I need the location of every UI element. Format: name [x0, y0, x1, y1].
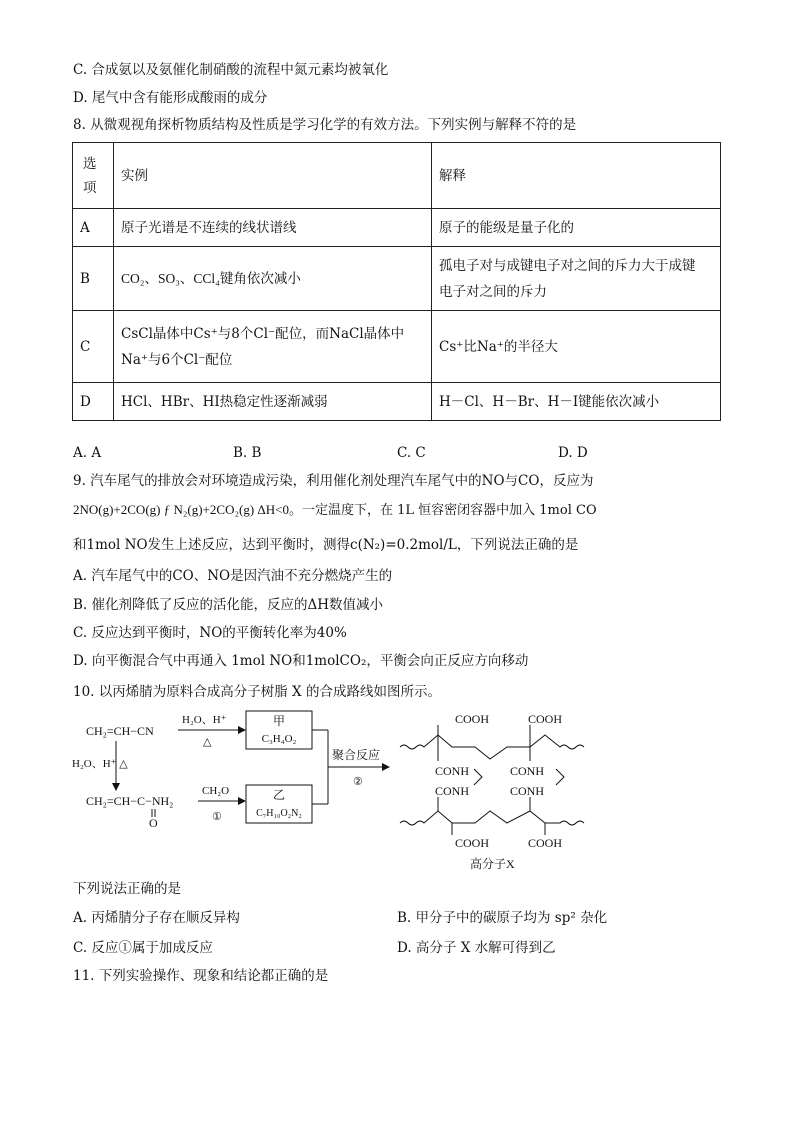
row-example: HCl、HBr、HI热稳定性逐渐减弱 [114, 383, 432, 421]
row-explain: 原子的能级是量子化的 [432, 209, 721, 247]
row-example [114, 311, 432, 383]
acrylonitrile-formula: CH₂=CH−CN [86, 724, 154, 738]
header-example [114, 143, 432, 209]
row-key: A [73, 209, 114, 247]
acrylamide-formula: CH₂=CH−C−NH₂ [86, 794, 174, 808]
q9-option-b: B. 催化剂降低了反应的活化能，反应的ΔH数值减小 [73, 597, 384, 613]
step-1-marker: ① [212, 811, 222, 823]
table-row [73, 311, 721, 383]
table-row [73, 209, 721, 247]
q9-option-a: A. 汽车尾气中的CO、NO是因汽油不充分燃烧产生的 [73, 568, 393, 584]
row-key: D [73, 383, 114, 421]
q7-option-c: C. 合成氨以及氨催化制硝酸的流程中氮元素均被氧化 [73, 62, 389, 78]
row-key: B [73, 247, 114, 311]
cooh-label: COOH [455, 712, 490, 726]
cooh-label: COOH [528, 712, 563, 726]
polymer-x-caption: 高分子X [470, 857, 515, 871]
step-2-marker: ② [353, 776, 363, 788]
q8-option-a: A. A [73, 445, 102, 461]
jia-label: 甲 [272, 714, 286, 728]
row-key: C [73, 311, 114, 383]
header-explain [432, 143, 721, 209]
header-explain-label: 解释 [439, 167, 466, 184]
cooh-label: COOH [528, 836, 563, 850]
q9-stem-line1: 9. 汽车尾气的排放会对环境造成污染，利用催化剂处理汽车尾气中的NO与CO，反应为 [73, 473, 594, 489]
row-explain-line2: 电子对之间的斥力 [439, 283, 547, 300]
row-example-line1: CsCl晶体中Cs⁺与8个Cl⁻配位，而NaCl晶体中 [121, 325, 405, 342]
arrowhead-icon [238, 797, 246, 805]
q7-option-d: D. 尾气中含有能形成酸雨的成分 [73, 90, 268, 106]
q9-stem-line2-tail: 。一定温度下，在 1L 恒容密闭容器中加入 1mol CO [288, 503, 597, 518]
row-explain-line1: 孤电子对与成键电子对之间的斥力大于成键 [439, 257, 696, 274]
cooh-label: COOH [455, 836, 490, 850]
row-explain: Cs⁺比Na⁺的半径大 [432, 311, 721, 383]
q9-stem-line3: 和1mol NO发生上述反应，达到平衡时，测得c(N₂)=0.2mol/L，下列说法正确的是 [73, 537, 579, 553]
q11-stem: 11. 下列实验操作、现象和结论都正确的是 [73, 968, 329, 984]
yi-formula: C₇H₁₀O₂N₂ [256, 808, 302, 819]
polymerization-label: 聚合反应 [332, 748, 381, 762]
conh-label: CONH [510, 784, 545, 798]
jia-formula: C₃H₄O₂ [261, 733, 297, 745]
condition-hydrolysis: H₂O、H⁺ [182, 714, 227, 726]
row-example: CO₂、SO₃、CCl₄键角依次减小 [114, 247, 432, 311]
q8-option-b: B. B [233, 445, 262, 461]
conh-label: CONH [510, 764, 545, 778]
row-example: 原子光谱是不连续的线状谱线 [114, 209, 432, 247]
q8-table [72, 142, 721, 421]
q10-option-d: D. 高分子 X 水解可得到乙 [397, 940, 556, 956]
condition-down: H₂O、H⁺ △ [72, 758, 128, 770]
q10-sub: 下列说法正确的是 [73, 881, 181, 897]
arrowhead-icon [238, 726, 246, 734]
header-example-label: 实例 [121, 167, 148, 184]
q10-option-b: B. 甲分子中的碳原子均为 sp² 杂化 [397, 910, 608, 926]
q9-equation: 2NO(g)+2CO(g) ƒ N₂(g)+2CO₂(g) ΔH<0 [73, 502, 289, 517]
row-explain: H－Cl、H－Br、H－I键能依次减小 [432, 383, 721, 421]
q8-stem: 8. 从微观视角探析物质结构及性质是学习化学的有效方法。下列实例与解释不符的是 [73, 117, 577, 133]
arrowhead-icon [382, 763, 390, 771]
header-option [73, 143, 114, 209]
q8-option-c: C. C [397, 445, 426, 461]
carbonyl-oxygen: O [149, 816, 158, 830]
row-example-line2: Na⁺与6个Cl⁻配位 [121, 351, 233, 368]
arrowhead-icon [112, 783, 120, 791]
q9-option-d: D. 向平衡混合气中再通入 1mol NO和1molCO₂，平衡会向正反应方向移动 [73, 653, 529, 669]
header-option-label: 选项 [83, 155, 97, 196]
q10-option-c: C. 反应①属于加成反应 [73, 940, 213, 956]
q9-option-c: C. 反应达到平衡时，NO的平衡转化率为40% [73, 625, 347, 641]
table-row [73, 383, 721, 421]
q10-stem: 10. 以丙烯腈为原料合成高分子树脂 X 的合成路线如图所示。 [73, 684, 441, 700]
conh-label: CONH [435, 784, 470, 798]
q10-option-a: A. 丙烯腈分子存在顺反异构 [73, 910, 240, 926]
yi-label: 乙 [272, 788, 286, 802]
synthesis-route-diagram [70, 705, 610, 875]
polymer-x-structure [400, 725, 584, 835]
conh-label: CONH [435, 764, 470, 778]
table-header-row [73, 143, 721, 209]
q9-stem-line2 [73, 501, 597, 520]
condition-heat: △ [203, 736, 212, 748]
q8-option-d: D. D [558, 445, 588, 461]
condition-formaldehyde: CH₂O [202, 785, 230, 797]
table-row [73, 247, 721, 311]
row-explain [432, 247, 721, 311]
